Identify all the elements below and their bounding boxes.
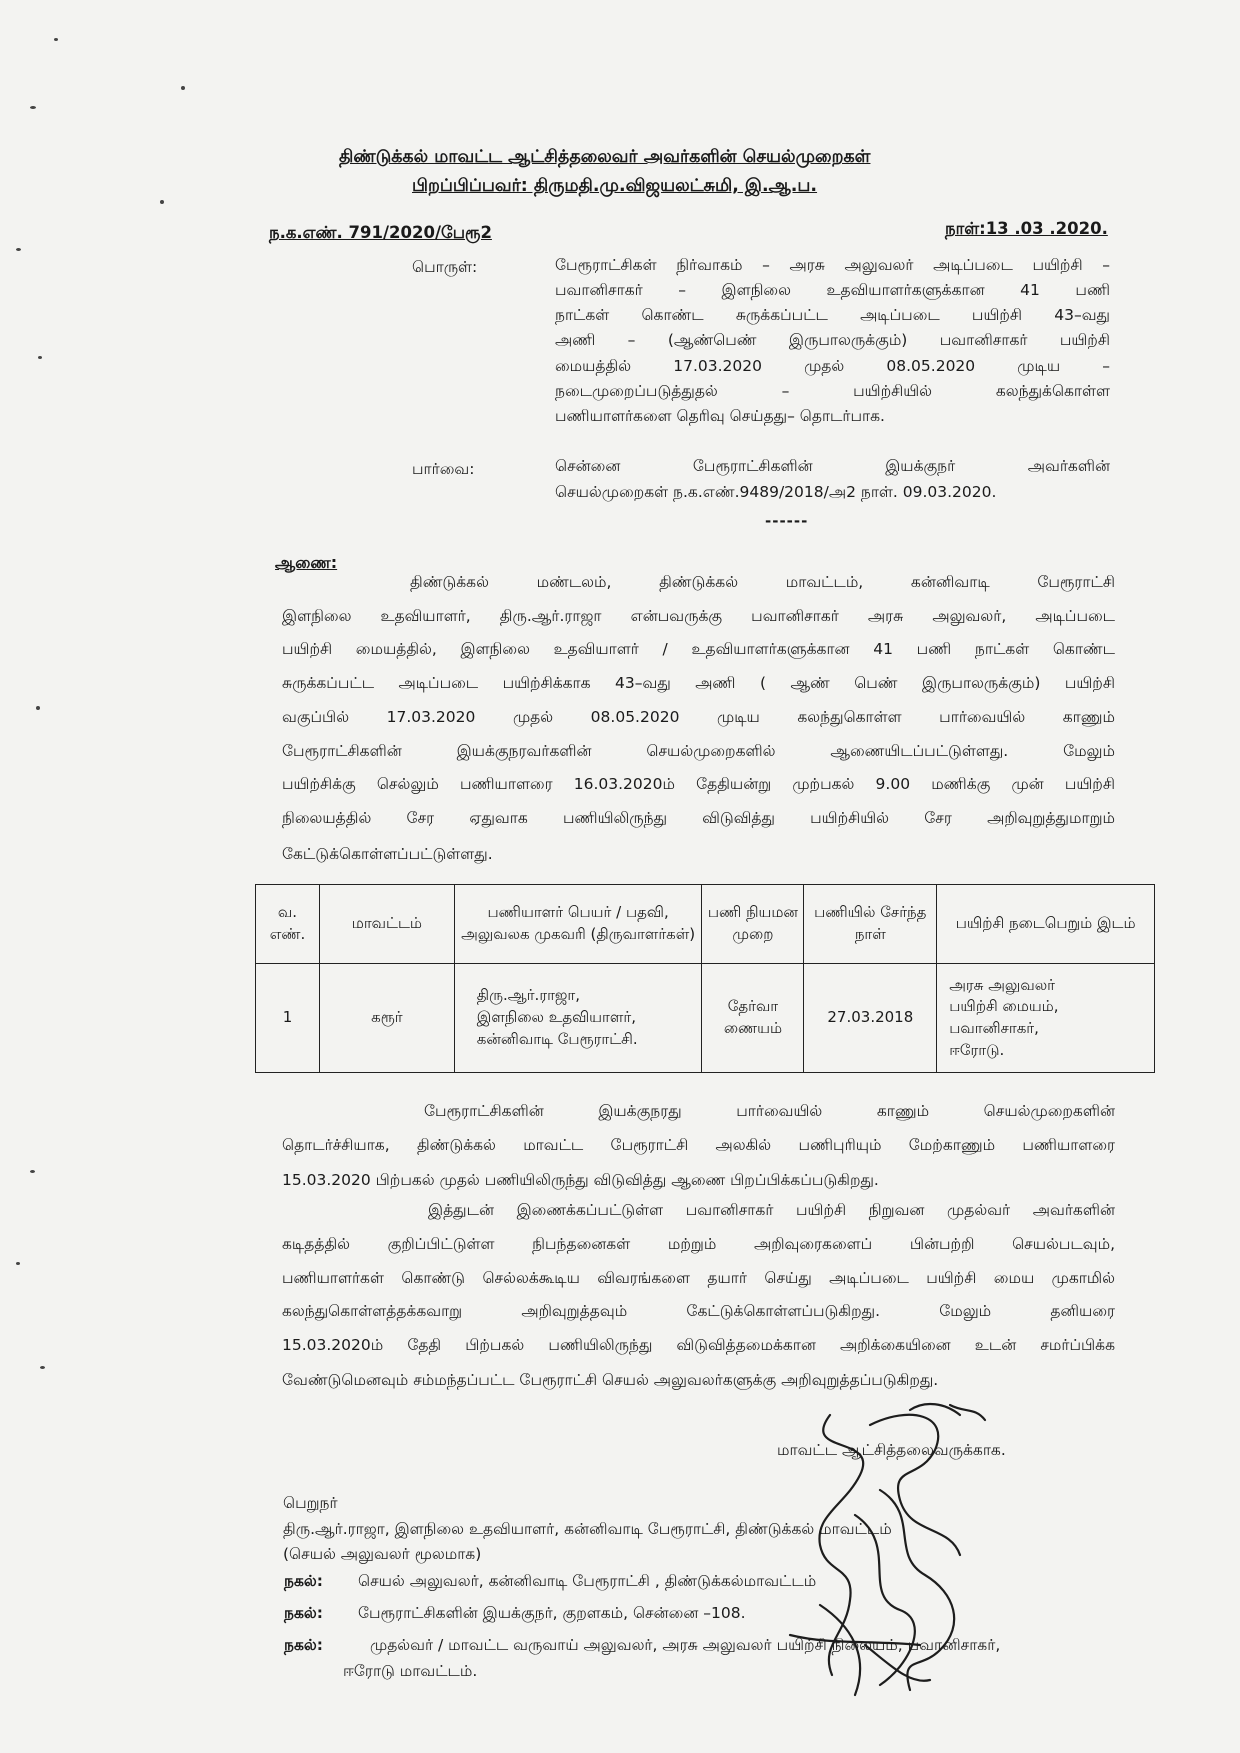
scan-speck: [30, 106, 36, 109]
order-line: பயிற்சிக்கு செல்லும் பணியாளரை 16.03.2020ம் தேதியன்று முற்பகல் 9.00 மணிக்கு முன் பயிற்சி: [282, 775, 1115, 793]
employee-designation: இளநிலை உதவியாளர்,: [476, 1008, 637, 1027]
copy-line: செயல் அலுவலர், கன்னிவாடி பேரூராட்சி , திண்டுக்கல்மாவட்டம்: [358, 1572, 817, 1590]
subject-line: அணி – (ஆண்பெண் இருபாலருக்கும்) பவானிசாகர் பயிற்சி: [555, 331, 1110, 349]
scan-speck: [38, 356, 42, 359]
appointment-mode-line: தேர்வா: [727, 997, 779, 1016]
scan-speck: [54, 38, 58, 41]
instructions-line: இத்துடன் இணைக்கப்பட்டுள்ள பவானிசாகர் பயிற்சி நிறுவன முதல்வர் அவர்களின்: [428, 1201, 1115, 1219]
copy-label: நகல்:: [284, 1636, 323, 1654]
order-line: இளநிலை உதவியாளர், திரு.ஆர்.ராஜா என்பவருக்கு பவானிசாகர் அரசு அலுவலர், அடிப்படை: [282, 607, 1115, 625]
venue-line: பவானிசாகர்,: [949, 1019, 1039, 1037]
document-date: நாள்:13 .03 .2020.: [945, 219, 1108, 238]
order-line: பேரூராட்சிகளின் இயக்குநரவர்களின் செயல்முறைகளில் ஆணையிடப்பட்டுள்ளது. மேலும்: [282, 742, 1115, 760]
scan-speck: [30, 1170, 35, 1173]
subject-line: பவானிசாகர் – இளநிலை உதவியாளர்களுக்கான 41 பணி: [555, 281, 1110, 299]
order-line: நிலையத்தில் சேர ஏதுவாக பணியிலிருந்து விடுவித்து பயிற்சியில் சேர அறிவுறுத்துமாறும்: [282, 809, 1115, 827]
subject-line: நாட்கள் கொண்ட சுருக்கப்பட்ட அடிப்படை பயிற்சி 43–வது: [555, 306, 1110, 324]
cell-district: கரூர்: [319, 964, 454, 1073]
reference-number: ந.க.எண். 791/2020/பேரூ2: [269, 223, 492, 242]
venue-line: அரசு அலுவலர்: [949, 975, 1056, 994]
signatory-line: மாவட்ட ஆட்சித்தலைவருக்காக.: [777, 1441, 1006, 1459]
instructions-line: பணியாளர்கள் கொண்டு செல்லக்கூடிய விவரங்களை தயார் செய்து அடிப்படை பயிற்சி மைய முகாமில்: [282, 1269, 1115, 1287]
cell-training-venue: [937, 964, 1155, 1073]
header-training-venue: பயிற்சி நடைபெறும் இடம்: [937, 885, 1155, 964]
cell-appointment-mode: [702, 964, 804, 1073]
venue-line: பயிற்சி மையம்,: [949, 997, 1059, 1016]
document-issuer: பிறப்பிப்பவர்: திருமதி.மு.விஜயலட்சுமி, இ.ஆ.ப.: [412, 176, 818, 196]
header-joined-date: பணியில் சேர்ந்த நாள்: [804, 885, 937, 964]
subject-line: பணியாளர்களை தெரிவு செய்தது– தொடர்பாக.: [555, 407, 885, 425]
scan-speck: [16, 1262, 20, 1265]
employee-office: கன்னிவாடி பேரூராட்சி.: [476, 1029, 638, 1048]
scan-speck: [160, 200, 164, 204]
subject-line: மையத்தில் 17.03.2020 முதல் 08.05.2020 முடிய –: [555, 357, 1110, 375]
order-line: கேட்டுக்கொள்ளப்பட்டுள்ளது.: [282, 845, 493, 863]
order-line: வகுப்பில் 17.03.2020 முதல் 08.05.2020 முடிய கலந்துகொள்ள பார்வையில் காணும்: [282, 708, 1115, 726]
instructions-line: கலந்துகொள்ளத்தக்கவாறு அறிவுறுத்தவும் கேட்டுக்கொள்ளப்படுகிறது. மேலும் தனியரை: [282, 1302, 1115, 1320]
scan-speck: [16, 248, 21, 251]
recipient-label: பெறுநர்: [283, 1494, 338, 1512]
copy-line: பேரூராட்சிகளின் இயக்குநர், குறளகம், சென்னை –108.: [358, 1604, 746, 1622]
scan-speck: [40, 1366, 45, 1369]
reference-label: பார்வை:: [412, 460, 475, 478]
cell-joined-date: 27.03.2018: [804, 964, 937, 1073]
header-district: மாவட்டம்: [319, 885, 454, 964]
copy-label: நகல்:: [284, 1604, 323, 1622]
cell-employee: [454, 964, 702, 1073]
copy-label: நகல்:: [284, 1572, 323, 1590]
scan-speck: [36, 706, 40, 710]
staff-table: [255, 884, 1155, 1073]
section-divider: ------: [765, 512, 809, 530]
copy-line: ஈரோடு மாவட்டம்.: [343, 1662, 478, 1680]
release-line: 15.03.2020 பிற்பகல் முதல் பணியிலிருந்து விடுவித்து ஆணை பிறப்பிக்கப்படுகிறது.: [282, 1171, 879, 1189]
recipient-line: திரு.ஆர்.ராஜா, இளநிலை உதவியாளர், கன்னிவாடி பேரூராட்சி, திண்டுக்கல் மாவட்டம்: [283, 1520, 892, 1538]
header-employee: பணியாளர் பெயர் / பதவி, அலுவலக முகவரி (திருவாளர்கள்): [454, 885, 702, 964]
reference-line: சென்னை பேரூராட்சிகளின் இயக்குநர் அவர்களின்: [555, 457, 1110, 475]
venue-line: ஈரோடு.: [949, 1040, 1005, 1059]
order-label: ஆணை:: [275, 553, 338, 572]
copy-line: முதல்வர் / மாவட்ட வருவாய் அலுவலர், அரசு அலுவலர் பயிற்சி நிலையம், பவானிசாகர்,: [370, 1636, 1001, 1654]
order-line: சுருக்கப்பட்ட அடிப்படை பயிற்சிக்காக 43–வது அணி ( ஆண் பெண் இருபாலருக்கும்) பயிற்சி: [282, 674, 1115, 692]
release-line: தொடர்ச்சியாக, திண்டுக்கல் மாவட்ட பேரூராட்சி அலகில் பணிபுரியும் மேற்காணும் பணியாளரை: [282, 1136, 1115, 1154]
cell-serial-number: 1: [256, 964, 320, 1073]
release-line: பேரூராட்சிகளின் இயக்குநரது பார்வையில் காணும் செயல்முறைகளின்: [424, 1102, 1115, 1120]
employee-name: திரு.ஆர்.ராஜா,: [476, 986, 581, 1005]
instructions-line: வேண்டுமெனவும் சம்மந்தப்பட்ட பேரூராட்சி செயல் அலுவலர்களுக்கு அறிவுறுத்தப்படுகிறது.: [282, 1371, 939, 1389]
reference-line: செயல்முறைகள் ந.க.எண்.9489/2018/அ2 நாள். 09.03.2020.: [555, 483, 997, 501]
subject-line: பேரூராட்சிகள் நிர்வாகம் – அரசு அலுவலர் அடிப்படை பயிற்சி –: [555, 256, 1110, 274]
instructions-line: 15.03.2020ம் தேதி பிற்பகல் பணியிலிருந்து விடுவித்தமைக்கான அறிக்கையினை உடன் சமர்ப்பிக்க: [282, 1336, 1115, 1354]
subject-line: நடைமுறைப்படுத்துதல் – பயிற்சியில் கலந்துக்கொள்ள: [555, 382, 1110, 400]
order-line: பயிற்சி மையத்தில், இளநிலை உதவியாளர் / உதவியாளர்களுக்கான 41 பணி நாட்கள் கொண்ட: [282, 640, 1115, 658]
scan-speck: [181, 86, 185, 90]
document-title: திண்டுக்கல் மாவட்ட ஆட்சித்தலைவர் அவர்களின் செயல்முறைகள்: [339, 147, 871, 167]
appointment-mode-line: ணையம்: [723, 1019, 783, 1037]
order-line: திண்டுக்கல் மண்டலம், திண்டுக்கல் மாவட்டம், கன்னிவாடி பேரூராட்சி: [410, 573, 1115, 591]
header-serial-number: வ. எண்.: [256, 885, 320, 964]
table-header-row: [256, 885, 1155, 964]
table-row: [256, 964, 1155, 1073]
instructions-line: கடிதத்தில் குறிப்பிட்டுள்ள நிபந்தனைகள் மற்றும் அறிவுரைகளைப் பின்பற்றி செயல்படவும்,: [282, 1235, 1115, 1253]
handwritten-signature: [760, 1395, 1010, 1735]
subject-label: பொருள்:: [412, 258, 478, 276]
recipient-line: (செயல் அலுவலர் மூலமாக): [283, 1545, 482, 1563]
header-appointment-mode: பணி நியமன முறை: [702, 885, 804, 964]
